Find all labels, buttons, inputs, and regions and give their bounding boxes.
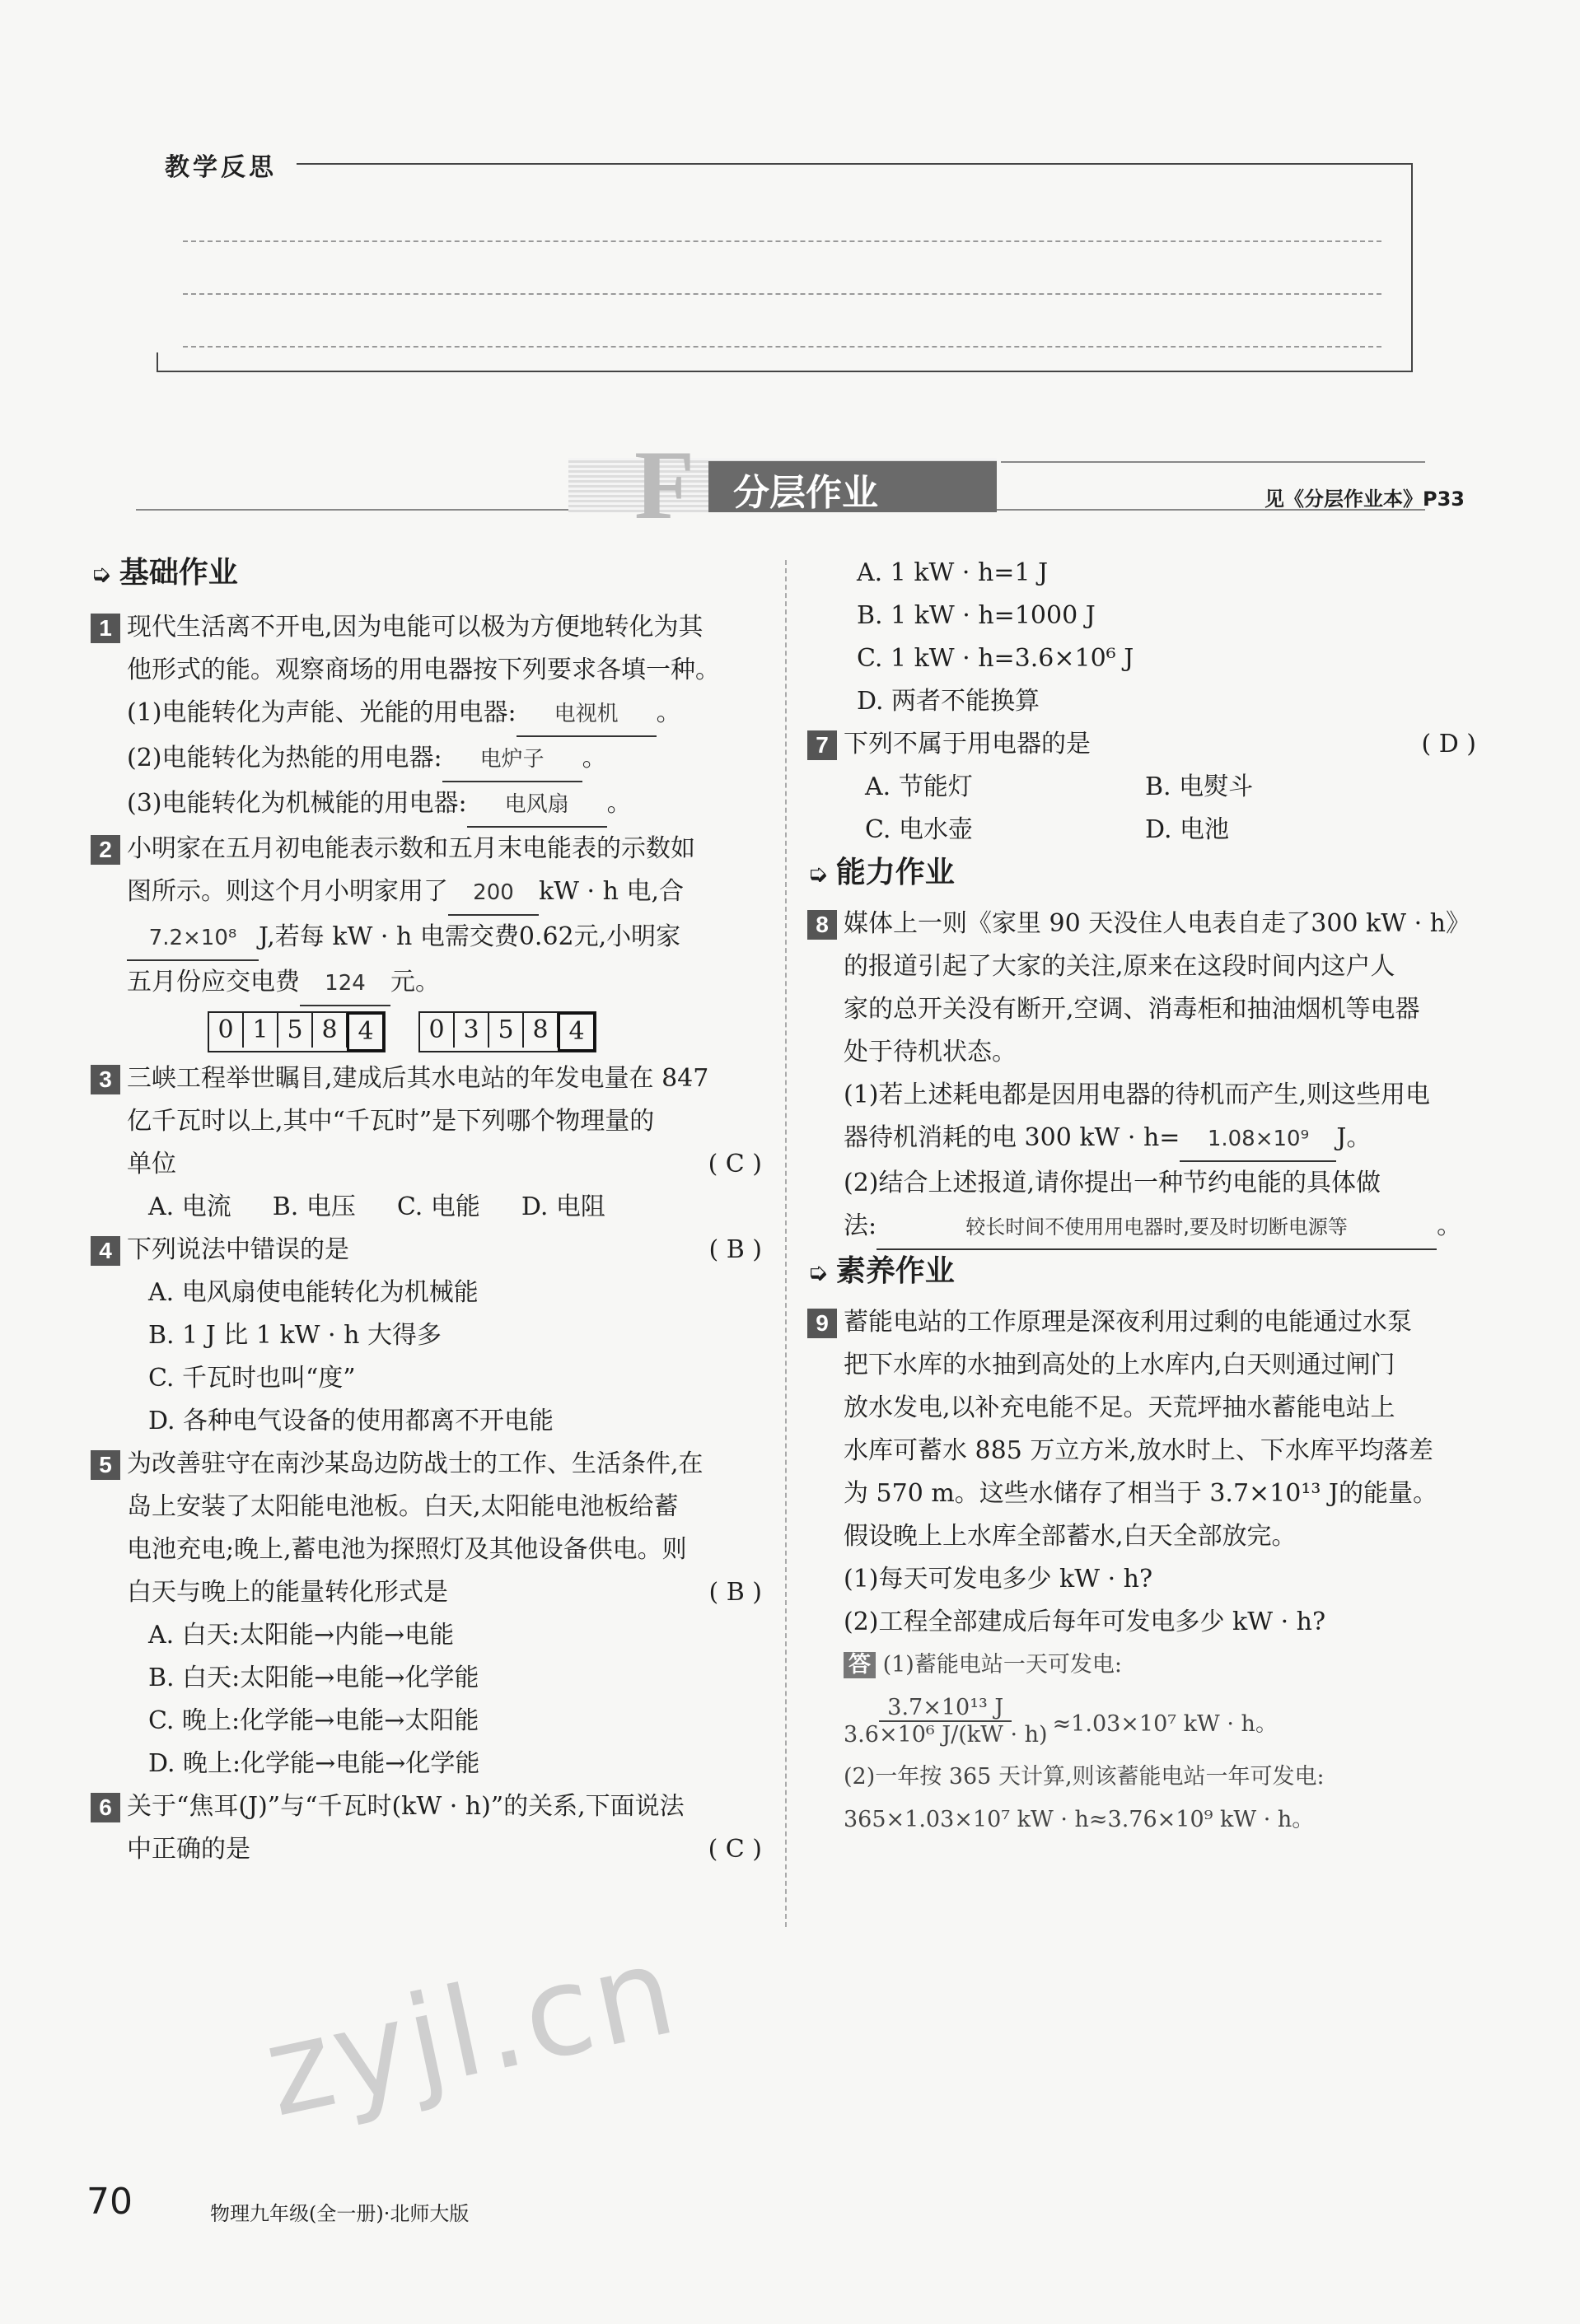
book-title: 物理九年级(全一册)·北师大版 bbox=[210, 2202, 470, 2225]
answer-blank: 200 bbox=[448, 871, 539, 916]
question-6-options: A. 1 kW · h=1 J B. 1 kW · h=1000 J C. 1 kW · h=3.6×10⁶ J D. 两者不能换算 bbox=[857, 558, 1134, 716]
reflection-line-2 bbox=[183, 293, 1381, 295]
question-3: 3 三峡工程举世瞩目,建成后其水电站的年发电量在 847 亿千瓦时以上,其中“千瓦时”是下列哪个物理量的 单位 ( C ) A. 电流 B. 电压 C. 电能 D. 电阻 bbox=[91, 1057, 762, 1229]
reflection-line-3 bbox=[183, 346, 1381, 348]
question-number: 7 bbox=[807, 730, 837, 760]
column-divider bbox=[785, 560, 787, 1927]
banner-ref: 见《分层作业本》P33 bbox=[1264, 488, 1465, 511]
arrow-icon: ➭ bbox=[91, 560, 112, 589]
question-number: 2 bbox=[91, 835, 120, 865]
question-8: 8 媒体上一则《家里 90 天没住人电表自走了300 kW · h》 的报道引起了大家的关注,原来在这段时间内这户人 家的总开关没有断开,空调、消毒柜和抽油烟机等电器 处于待机状态。 (1)若上述耗电都是因用电器的待机而产生,则这些用电 器待机消耗的电 300 kW · h= 1.08×10⁹ J。 (2)结合上述报道,请你提出一种节约电能的具体做 法: 较长时间不使用用电器时,要及时切断电源等 。 bbox=[807, 903, 1476, 1250]
question-number: 8 bbox=[807, 910, 837, 940]
answer-blank: 124 bbox=[300, 962, 390, 1006]
question-5: 5 为改善驻守在南沙某岛边防战士的工作、生活条件,在 岛上安装了太阳能电池板。白天,太阳能电池板给蓄 电池充电;晚上,蓄电池为探照灯及其他设备供电。则 白天与晚上的能量转化形式是 ( B ) A. 白天:太阳能→内能→电能 B. 白天:太阳能→电能→化学能 C. 晚上:化学能→电能→太阳能 D. 晚上:化学能→电能→化学能 bbox=[91, 1443, 762, 1785]
banner-letter: F bbox=[634, 430, 695, 539]
banner-title: 分层作业 bbox=[733, 472, 878, 514]
answer-blank: 电炉子 bbox=[442, 738, 582, 782]
page-number: 70 bbox=[86, 2181, 133, 2223]
question-6: 6 关于“焦耳(J)”与“千瓦时(kW · h)”的关系,下面说法 中正确的是 ( C ) bbox=[91, 1785, 762, 1871]
reflection-title: 教学反思 bbox=[165, 153, 277, 182]
question-number: 9 bbox=[807, 1309, 837, 1338]
answer-bracket: ( C ) bbox=[708, 1150, 762, 1178]
question-number: 3 bbox=[91, 1065, 120, 1094]
reflection-line-1 bbox=[183, 240, 1381, 242]
left-column bbox=[91, 552, 762, 1871]
question-7: 7 下列不属于用电器的是 ( D ) A. 节能灯 B. 电熨斗 C. 电水壶 D. 电池 bbox=[807, 723, 1476, 852]
banner-rule-right bbox=[1001, 461, 1425, 463]
watermark: zyjl.cn bbox=[253, 1918, 689, 2145]
arrow-icon: ➭ bbox=[807, 860, 829, 889]
question-number: 5 bbox=[91, 1450, 120, 1480]
section-literacy: 素养作业 bbox=[835, 1254, 955, 1288]
reflection-box-bottom bbox=[157, 371, 1413, 372]
question-2: 2 小明家在五月初电能表示数和五月末电能表的示数如 图所示。则这个月小明家用了 200 kW · h 电,合 7.2×10⁸ J,若每 kW · h 电需交费0.62元,小明家 五月份应交电费 124 元。 0 1 5 8 4 0 3 5 8 4 bbox=[91, 828, 762, 1057]
section-basic: 基础作业 bbox=[119, 556, 238, 590]
reflection-box-left bbox=[157, 352, 158, 371]
reflection-rule bbox=[297, 163, 1413, 165]
question-1: 1 现代生活离不开电,因为电能可以极为方便地转化为其 他形式的能。观察商场的用电器按下列要求各填一种。 (1)电能转化为声能、光能的用电器: 电视机 。 (2)电能转化为热能的用电器: 电炉子 。 (3)电能转化为机械能的用电器: 电风扇 。 bbox=[91, 606, 762, 828]
arrow-icon: ➭ bbox=[807, 1258, 829, 1287]
answer-blank: 电风扇 bbox=[467, 783, 607, 828]
question-number: 4 bbox=[91, 1236, 120, 1266]
fraction: $\frac{\text{3.7×10¹³ J}}{\text{3.6×10⁶ J/(kW · h)}}$ ≈1.03×10⁷ kW · h。 bbox=[844, 1695, 1278, 1748]
answer-blank: 1.08×10⁹ bbox=[1180, 1118, 1336, 1162]
answer-blank: 7.2×10⁸ bbox=[127, 917, 259, 961]
question-4: 4 下列说法中错误的是 ( B ) A. 电风扇使电能转化为机械能 B. 1 J 比 1 kW · h 大得多 C. 千瓦时也叫“度” D. 各种电气设备的使用都离不开电能 bbox=[91, 1229, 762, 1443]
right-column bbox=[807, 552, 1476, 1841]
meter-start: 0 1 5 8 4 bbox=[208, 1011, 386, 1052]
answer-bracket: ( D ) bbox=[1421, 730, 1476, 758]
answer-blank: 电视机 bbox=[517, 693, 657, 737]
answer-tag: 答 bbox=[844, 1652, 876, 1678]
reflection-box-right bbox=[1411, 163, 1413, 371]
question-number: 6 bbox=[91, 1793, 120, 1822]
answer-bracket: ( C ) bbox=[708, 1835, 762, 1864]
meter-end: 0 3 5 8 4 bbox=[418, 1011, 596, 1052]
answer-bracket: ( B ) bbox=[708, 1235, 762, 1264]
question-number: 1 bbox=[91, 614, 120, 643]
section-ability: 能力作业 bbox=[835, 856, 955, 889]
question-9: 9 蓄能电站的工作原理是深夜利用过剩的电能通过水泵 把下水库的水抽到高处的上水库内,白天则通过闸门 放水发电,以补充电能不足。天荒坪抽水蓄能电站上 水库可蓄水 885 万立方米,放水时上、下水库平均落差 为 570 m。这些水储存了相当于 3.7×10¹³ J的能量。 假设晚上上水库全部蓄水,白天全部放完。 (1)每天可发电多少 kW · h? (2)工程全部建成后每年可发电多少 kW · h? 答 (1)蓄能电站一天可发电: $\frac{\text{3.7×10¹³ J}}{\text{3.6×10⁶ J/(kW · h)}}$ ≈1.03×10⁷ kW · h。 (2)一年按 365 天计算,则该蓄能电站一年可发电: 365×1.03×10⁷ kW · h≈3.76×10⁹ kW · h。 bbox=[807, 1301, 1476, 1841]
answer-bracket: ( B ) bbox=[708, 1578, 762, 1607]
answer-blank: 较长时间不使用用电器时,要及时切断电源等 bbox=[876, 1206, 1437, 1250]
